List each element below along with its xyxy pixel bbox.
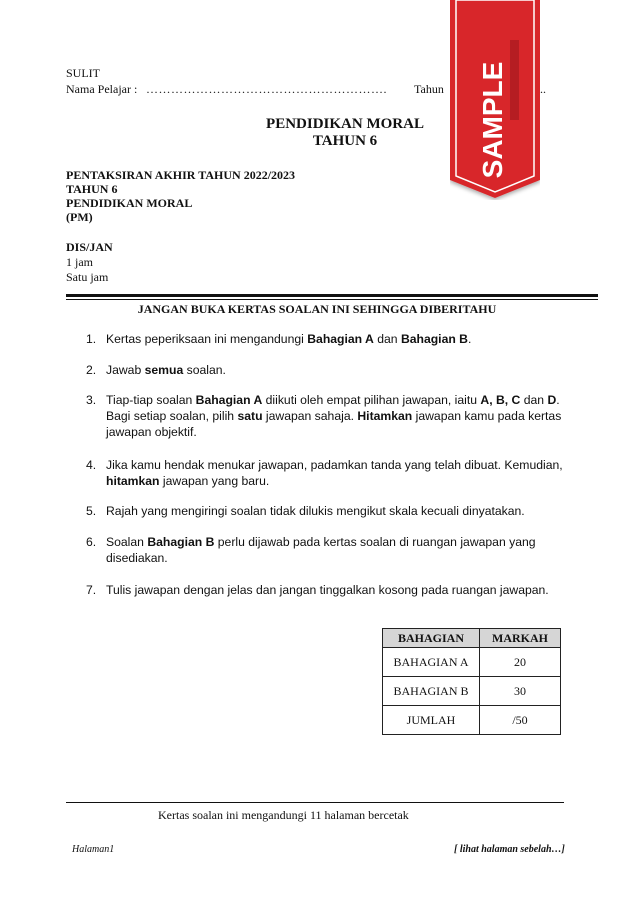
exam-session: DIS/JAN (66, 240, 113, 254)
table-row (383, 677, 561, 706)
instruction-text: Tiap-tiap soalan Bahagian A diikuti oleh empat pilihan jawapan, iaitu A, B, C dan D. Bagi setiap soalan, pilih satu jawapan sahaja. Hitamkan jawapan kamu pada kertas jawapan objektif. (106, 393, 562, 439)
sulit-label: SULIT (66, 66, 100, 80)
instruction-item (86, 331, 566, 347)
table-row (383, 706, 561, 735)
footer-divider (66, 802, 564, 803)
instruction-number: 7. (86, 583, 97, 597)
instruction-item (86, 534, 566, 566)
instruction-item (86, 362, 566, 378)
sample-ribbon-icon (450, 0, 540, 200)
header-markah: MARKAH (480, 629, 561, 648)
instruction-text: Soalan Bahagian B perlu dijawab pada kertas soalan di ruangan jawapan yang disediakan. (106, 535, 536, 565)
student-name-label: Nama Pelajar : (66, 82, 138, 96)
year-label: Tahun (414, 82, 444, 96)
instruction-text: Kertas peperiksaan ini mengandungi Bahagian A dan Bahagian B. (106, 332, 472, 346)
row-section: BAHAGIAN A (383, 648, 480, 677)
student-name-field[interactable]: …………………………………………………. (146, 82, 387, 96)
row-marks: 30 (480, 677, 561, 706)
row-section: BAHAGIAN B (383, 677, 480, 706)
instruction-text: Jawab semua soalan. (106, 363, 226, 377)
header-bahagian: BAHAGIAN (383, 629, 480, 648)
page-number: Halaman1 (72, 844, 115, 855)
divider-thin (66, 299, 598, 300)
year-field[interactable]: .. (540, 82, 546, 96)
instruction-number: 2. (86, 363, 97, 377)
instruction-item (86, 457, 566, 489)
row-marks: 20 (480, 648, 561, 677)
exam-year: TAHUN 6 (66, 182, 118, 196)
exam-code: (PM) (66, 210, 93, 224)
instruction-number: 3. (86, 393, 97, 407)
table-row (383, 648, 561, 677)
exam-name: PENTAKSIRAN AKHIR TAHUN 2022/2023 (66, 168, 296, 182)
exam-duration-words: Satu jam (66, 270, 109, 284)
instruction-text: Jika kamu hendak menukar jawapan, padamkan tanda yang telah dibuat. Kemudian, hitamkan jawapan yang baru. (106, 458, 563, 488)
instruction-number: 5. (86, 504, 97, 518)
exam-duration: 1 jam (66, 255, 93, 269)
page-count-note: Kertas soalan ini mengandungi 11 halaman bercetak (158, 808, 409, 822)
instruction-text: Rajah yang mengiringi soalan tidak dilukis mengikut skala kecuali dinyatakan. (106, 504, 525, 518)
instruction-item (86, 392, 566, 440)
instruction-number: 1. (86, 332, 97, 346)
exam-subject: PENDIDIKAN MORAL (66, 196, 193, 210)
subject-title: PENDIDIKAN MORAL (266, 116, 424, 132)
instruction-number: 4. (86, 458, 97, 472)
sample-watermark-text: SAMPLE (477, 61, 508, 179)
instruction-item (86, 503, 566, 519)
score-table-header (383, 629, 561, 648)
instruction-item (86, 582, 566, 598)
row-marks: /50 (480, 706, 561, 735)
year-title: TAHUN 6 (312, 133, 378, 149)
warning-text: JANGAN BUKA KERTAS SOALAN INI SEHINGGA DIBERITAHU (137, 302, 497, 316)
instruction-text: Tulis jawapan dengan jelas dan jangan tinggalkan kosong pada ruangan jawapan. (106, 583, 549, 597)
divider-thick (66, 294, 598, 297)
row-section: JUMLAH (383, 706, 480, 735)
score-table (382, 628, 561, 735)
instruction-number: 6. (86, 535, 97, 549)
next-page-note: [ lihat halaman sebelah…] (454, 844, 565, 855)
